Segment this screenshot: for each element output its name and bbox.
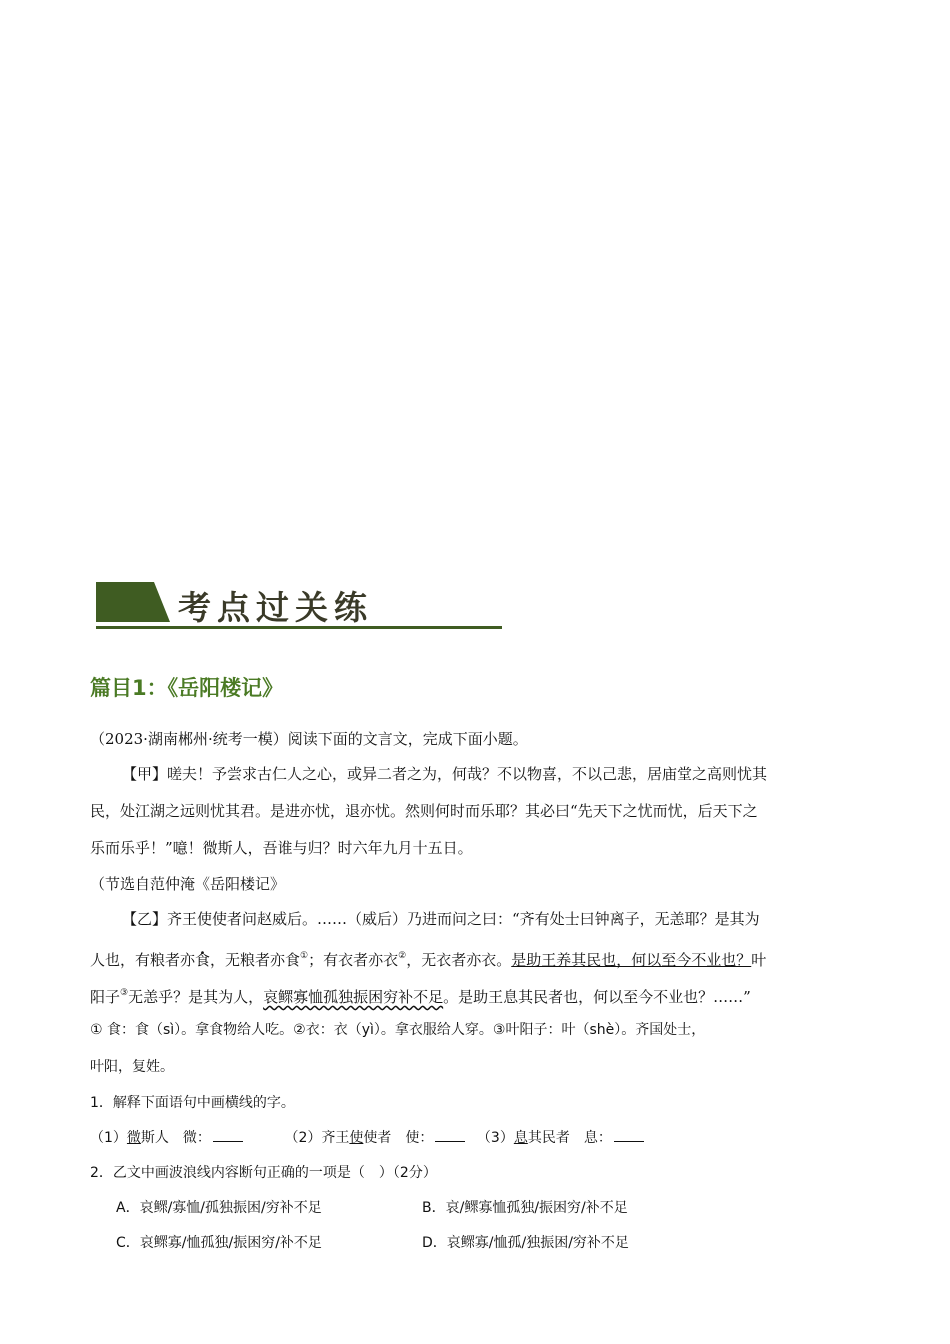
- yi-text: 无恙乎？是其为人，: [128, 988, 264, 1006]
- item-number: （2）齐王: [284, 1130, 350, 1146]
- question-2-options-row-1: [90, 1191, 850, 1226]
- banner-title: 考点过关练: [178, 588, 373, 627]
- item-text: 斯人 微：: [140, 1130, 211, 1146]
- question-2-options-row-2: [90, 1226, 850, 1261]
- option-c[interactable]: C．哀鳏寡/恤孤独/振困穷/补不足: [116, 1235, 322, 1251]
- yi-text: ；有衣者亦衣: [308, 951, 399, 969]
- yi-text: 人也，有粮者亦: [90, 951, 196, 969]
- yi-line-3: [90, 975, 850, 1012]
- question-1-item-2: [284, 1121, 472, 1156]
- question-2-stem: 2．乙文中画波浪线内容断句正确的一项是（ ）（2分）: [90, 1165, 437, 1181]
- item-text: 使者 使：: [363, 1130, 434, 1146]
- question-1-item-1: [90, 1121, 280, 1156]
- yi-line-1: 【乙】齐王使使者问赵威后。……（威后）乃进而问之曰：“齐有处士曰钟离子，无恙耶？是其为: [122, 910, 760, 928]
- underlined-sentence: 是助王养其民也，何以至今不业也？: [511, 951, 752, 969]
- footnote-marker: ②: [398, 951, 407, 961]
- footnote-marker: ③: [120, 988, 129, 998]
- option-b[interactable]: B．哀/鳏寡恤孤独/振困穷/补不足: [422, 1200, 628, 1216]
- answer-blank[interactable]: [213, 1127, 243, 1142]
- item-text: 其民者 息：: [527, 1130, 612, 1146]
- document-body: [90, 722, 850, 1261]
- notes-line-1: ① 食：食（sì）。拿食物给人吃。②衣：衣（yì）。拿衣服给人穿。③叶阳子：叶（shè）。齐国处士，: [90, 1022, 706, 1038]
- jia-line-3: 乐而乐乎！”噫！微斯人，吾谁与归？时六年九月十五日。: [90, 839, 473, 857]
- emphasis-dot-char: 食: [195, 951, 211, 969]
- underlined-char: 息: [513, 1130, 528, 1146]
- yi-text: 。是助王息其民者也，何以至今不业也？……”: [443, 988, 751, 1006]
- answer-blank[interactable]: [435, 1127, 465, 1142]
- jia-line-1: 【甲】嗟夫！予尝求古仁人之心，或异二者之为，何哉？不以物喜，不以己悲，居庙堂之高则忧其: [122, 765, 768, 783]
- question-1-stem: 1．解释下面语句中画横线的字。: [90, 1095, 295, 1111]
- yi-text: ，无衣者亦衣。: [406, 951, 512, 969]
- yi-text: 阳子: [90, 988, 121, 1006]
- yi-text: ，无粮者亦食: [210, 951, 301, 969]
- item-number: （1）: [90, 1130, 127, 1146]
- section-banner: [96, 580, 502, 632]
- option-d[interactable]: D．哀鳏寡/恤孤/独振困/穷补不足: [422, 1235, 629, 1251]
- answer-blank[interactable]: [614, 1127, 644, 1142]
- underlined-char: 使: [349, 1130, 364, 1146]
- question-1-items: [90, 1121, 850, 1156]
- yi-text: 叶: [751, 951, 767, 969]
- notes-line-2: 叶阳，复姓。: [90, 1059, 174, 1075]
- question-1-item-3: [477, 1121, 644, 1156]
- item-number: （3）: [476, 1130, 514, 1146]
- jia-citation: （节选自范仲淹《岳阳楼记》: [90, 875, 286, 893]
- underlined-char: 微: [126, 1130, 141, 1146]
- wavy-underlined-phrase: 哀鳏寡恤孤独振困穷补不足: [263, 988, 444, 1006]
- section-title: 篇目1：《岳阳楼记》: [90, 676, 284, 700]
- footnote-marker: ①: [300, 951, 309, 961]
- yi-line-2: [90, 938, 850, 975]
- jia-line-2: 民，处江湖之远则忧其君。是进亦忧，退亦忧。然则何时而乐耶？其必曰“先天下之忧而忧，后天下之: [90, 802, 758, 820]
- option-a[interactable]: A．哀鳏/寡恤/孤独振困/穷补不足: [116, 1200, 322, 1216]
- source-line: （2023·湖南郴州·统考一模）阅读下面的文言文，完成下面小题。: [90, 730, 528, 748]
